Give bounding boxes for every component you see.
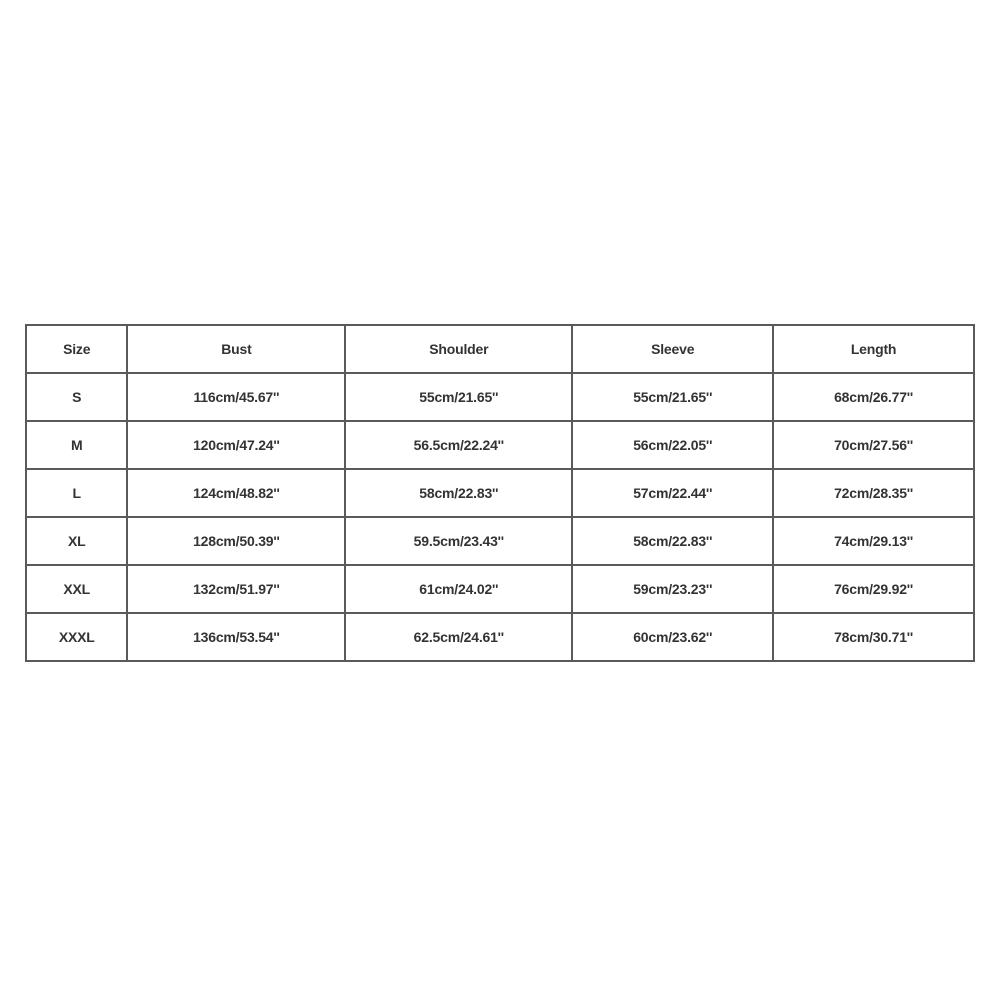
cell-sleeve: 57cm/22.44'' (572, 469, 773, 517)
cell-sleeve: 58cm/22.83'' (572, 517, 773, 565)
cell-size: S (26, 373, 127, 421)
cell-bust: 116cm/45.67'' (127, 373, 345, 421)
cell-sleeve: 59cm/23.23'' (572, 565, 773, 613)
table-row (26, 565, 974, 613)
table-row (26, 469, 974, 517)
cell-shoulder: 59.5cm/23.43'' (345, 517, 572, 565)
cell-bust: 120cm/47.24'' (127, 421, 345, 469)
header-sleeve: Sleeve (572, 325, 773, 373)
cell-shoulder: 58cm/22.83'' (345, 469, 572, 517)
cell-shoulder: 62.5cm/24.61'' (345, 613, 572, 661)
cell-shoulder: 56.5cm/22.24'' (345, 421, 572, 469)
cell-length: 70cm/27.56'' (773, 421, 974, 469)
cell-bust: 136cm/53.54'' (127, 613, 345, 661)
cell-size: XL (26, 517, 127, 565)
size-chart-table (25, 324, 975, 662)
header-size: Size (26, 325, 127, 373)
header-bust: Bust (127, 325, 345, 373)
cell-sleeve: 60cm/23.62'' (572, 613, 773, 661)
cell-shoulder: 61cm/24.02'' (345, 565, 572, 613)
table-row (26, 373, 974, 421)
cell-bust: 124cm/48.82'' (127, 469, 345, 517)
header-shoulder: Shoulder (345, 325, 572, 373)
table-row (26, 421, 974, 469)
cell-size: M (26, 421, 127, 469)
cell-length: 74cm/29.13'' (773, 517, 974, 565)
cell-sleeve: 55cm/21.65'' (572, 373, 773, 421)
header-row (26, 325, 974, 373)
cell-length: 78cm/30.71'' (773, 613, 974, 661)
cell-size: XXXL (26, 613, 127, 661)
table-row (26, 613, 974, 661)
cell-length: 68cm/26.77'' (773, 373, 974, 421)
table-row (26, 517, 974, 565)
cell-length: 72cm/28.35'' (773, 469, 974, 517)
cell-bust: 128cm/50.39'' (127, 517, 345, 565)
cell-size: XXL (26, 565, 127, 613)
header-length: Length (773, 325, 974, 373)
cell-sleeve: 56cm/22.05'' (572, 421, 773, 469)
cell-size: L (26, 469, 127, 517)
cell-shoulder: 55cm/21.65'' (345, 373, 572, 421)
cell-length: 76cm/29.92'' (773, 565, 974, 613)
cell-bust: 132cm/51.97'' (127, 565, 345, 613)
